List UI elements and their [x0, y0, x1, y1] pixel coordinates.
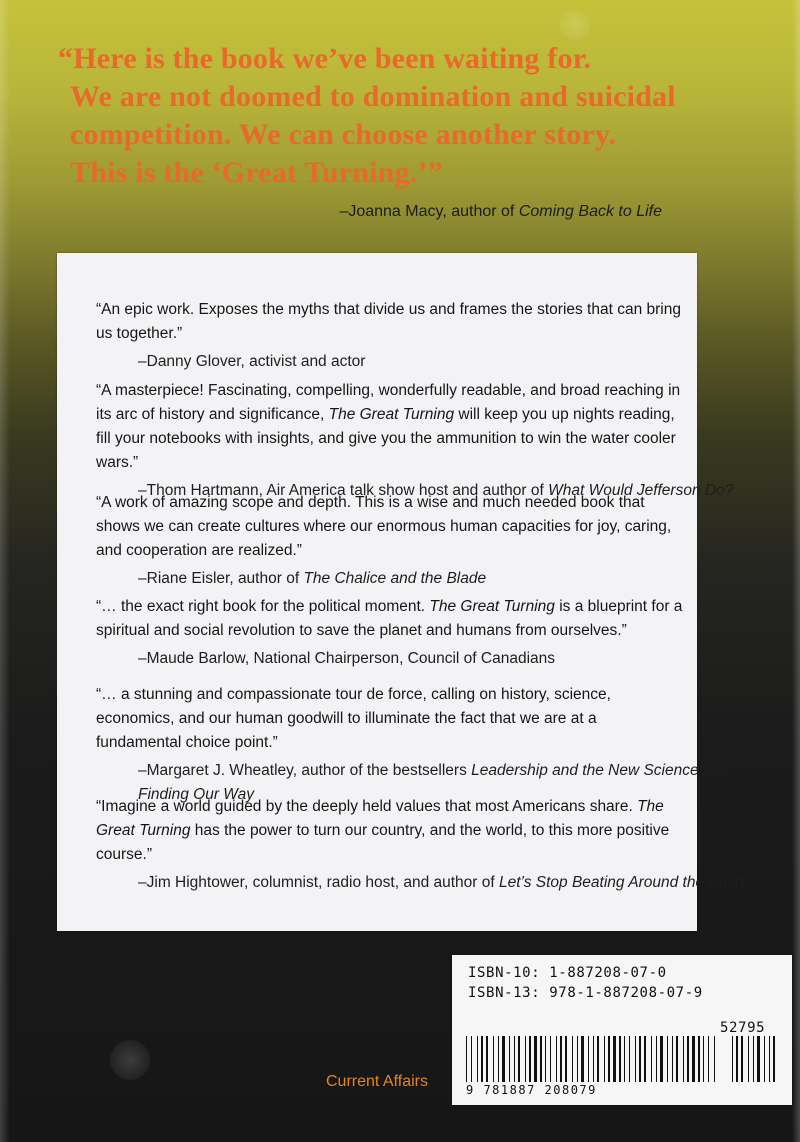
barcode-bar — [481, 1036, 483, 1082]
barcode-bar — [714, 1036, 715, 1082]
barcode-bar — [651, 1036, 652, 1082]
endorsement — [96, 298, 686, 374]
barcode-bar — [741, 1036, 743, 1082]
category-label: Current Affairs — [326, 1073, 428, 1090]
barcode-bar — [757, 1036, 760, 1082]
barcode-bar — [732, 1036, 733, 1082]
barcode-bar — [629, 1036, 630, 1082]
top-quote-line: “Here is the book we’ve been waiting for. — [58, 42, 592, 75]
isbn-13: ISBN-13: 978-1-887208-07-9 — [468, 985, 703, 1001]
endorsement-attribution — [96, 871, 744, 895]
attribution-text: –Margaret J. Wheatley, author of the bestsellers — [138, 762, 472, 779]
cover-stain — [110, 1040, 150, 1080]
barcode-bar — [683, 1036, 684, 1082]
barcode-bar — [656, 1036, 657, 1082]
book-title: What Would Jefferson Do? — [548, 482, 734, 499]
endorsement-quote — [96, 379, 686, 475]
endorsement-quote — [96, 595, 686, 643]
book-title: The Great Turning — [429, 598, 555, 615]
barcode-digits: 9 781887 208079 — [466, 1083, 597, 1097]
endorsement-quote — [96, 795, 686, 867]
quote-text: has the power to turn our country, and the world, to this more positive course.” — [96, 822, 670, 863]
barcode-bar — [753, 1036, 754, 1082]
barcode-bar — [588, 1036, 589, 1082]
barcode-bar — [471, 1036, 472, 1082]
endorsement — [96, 379, 734, 503]
barcode-bar — [572, 1036, 573, 1082]
barcode-bar — [502, 1036, 505, 1082]
endorsement — [96, 595, 686, 671]
barcode-bar — [529, 1036, 531, 1082]
book-title: Finding Our Way — [138, 786, 255, 803]
endorsement-attribution: –Danny Glover, activist and actor — [138, 353, 366, 370]
quote-text: is a blueprint for a spiritual and social revolution to save the planet and humans from ourselves.” — [96, 598, 683, 639]
quote-text: “… the exact right book for the political moment. — [96, 598, 430, 615]
endorsement-quote: “An epic work. Exposes the myths that divide us and frames the stories that can bring us together.” — [96, 301, 681, 342]
barcode-bar — [577, 1036, 578, 1082]
barcode-bar — [687, 1036, 689, 1082]
barcode-bar — [498, 1036, 499, 1082]
barcode-bar — [692, 1036, 695, 1082]
barcode-bar — [525, 1036, 526, 1082]
price-code: 52795 — [720, 1020, 766, 1036]
barcode-bar — [545, 1036, 546, 1082]
attribution-text: –Jim Hightower, columnist, radio host, and author of — [138, 874, 499, 891]
barcode-bar — [624, 1036, 625, 1082]
book-title: The Chalice and the Blade — [303, 570, 487, 587]
isbn-barcode-box — [452, 955, 792, 1105]
barcode-bar — [593, 1036, 594, 1082]
barcode — [466, 1036, 782, 1082]
barcode-bar — [518, 1036, 520, 1082]
barcode-bar — [493, 1036, 494, 1082]
barcode-bar — [550, 1036, 551, 1082]
barcode-bar — [644, 1036, 646, 1082]
attribution-text: and — [698, 762, 729, 779]
barcode-bar — [466, 1036, 467, 1082]
quote-text: “A masterpiece! Fascinating, compelling, wonderfully readable, and broad reaching in its arc of history and significance, — [96, 382, 681, 423]
endorsement-attribution: –Maude Barlow, National Chairperson, Council of Canadians — [138, 650, 556, 667]
book-title: The Great Turning — [96, 798, 664, 839]
top-quote-line: competition. We can choose another story. — [70, 118, 617, 151]
barcode-bar — [477, 1036, 478, 1082]
barcode-bar — [534, 1036, 537, 1082]
barcode-bar — [556, 1036, 557, 1082]
isbn-10: ISBN-10: 1-887208-07-0 — [468, 965, 667, 981]
cover-edge-left — [0, 0, 10, 1142]
barcode-bar — [672, 1036, 673, 1082]
barcode-bar — [639, 1036, 641, 1082]
barcode-bar — [514, 1036, 515, 1082]
endorsement — [96, 491, 686, 591]
top-quote — [58, 40, 778, 192]
book-title: Coming Back to Life — [518, 203, 662, 220]
attribution-text: –Joanna Macy, author of — [339, 203, 519, 220]
barcode-bar — [619, 1036, 621, 1082]
attribution-text: –Riane Eisler, author of — [138, 570, 304, 587]
barcode-bar — [604, 1036, 605, 1082]
top-quote-line: We are not doomed to domination and suicidal — [70, 80, 676, 113]
endorsement — [96, 795, 744, 895]
barcode-bar — [667, 1036, 668, 1082]
barcode-bar — [613, 1036, 616, 1082]
barcode-bar — [698, 1036, 700, 1082]
quote-text: “Imagine a world guided by the deeply held values that most Americans share. — [96, 798, 638, 815]
barcode-bar — [486, 1036, 488, 1082]
barcode-bar — [708, 1036, 709, 1082]
barcode-bar — [635, 1036, 636, 1082]
barcode-bar — [660, 1036, 663, 1082]
endorsement-attribution — [96, 759, 729, 783]
endorsement-quote: “… a stunning and compassionate tour de force, calling on history, science, economics, and our human goodwill to illuminate the fact that we are at a fundamental choice point.” — [96, 686, 611, 751]
book-title: Let’s Stop Beating Around the Bush — [499, 874, 744, 891]
top-quote-line: This is the ‘Great Turning.’” — [70, 156, 443, 189]
barcode-bar — [764, 1036, 765, 1082]
barcode-bar — [736, 1036, 738, 1082]
barcode-bar — [676, 1036, 678, 1082]
cover-edge-right — [792, 0, 800, 1142]
barcode-bar — [703, 1036, 704, 1082]
quote-text: will keep you up nights reading, fill your notebooks with insights, and give you the ammunition to win the water cooler wars.” — [96, 406, 676, 471]
endorsement-quote: “A work of amazing scope and depth. This is a wise and much needed book that shows we can create cultures where our enormous human capacities for joy, caring, and cooperation are realized.” — [96, 494, 672, 559]
attribution-text: –Thom Hartmann, Air America talk show host and author of — [138, 482, 549, 499]
barcode-bar — [540, 1036, 542, 1082]
barcode-bar — [608, 1036, 610, 1082]
top-quote-attribution — [300, 203, 662, 221]
endorsement — [96, 683, 729, 807]
book-title: The Great Turning — [328, 406, 455, 423]
cover-stain — [560, 10, 590, 40]
book-title: Leadership and the New Science — [471, 762, 699, 779]
barcode-bar — [509, 1036, 510, 1082]
barcode-bar — [581, 1036, 584, 1082]
endorsements-panel — [57, 253, 744, 931]
barcode-bar — [769, 1036, 770, 1082]
barcode-bar — [773, 1036, 775, 1082]
barcode-bar — [560, 1036, 562, 1082]
barcode-bar — [597, 1036, 599, 1082]
barcode-bar — [565, 1036, 567, 1082]
endorsement-attribution — [96, 567, 686, 591]
barcode-bar — [748, 1036, 749, 1082]
